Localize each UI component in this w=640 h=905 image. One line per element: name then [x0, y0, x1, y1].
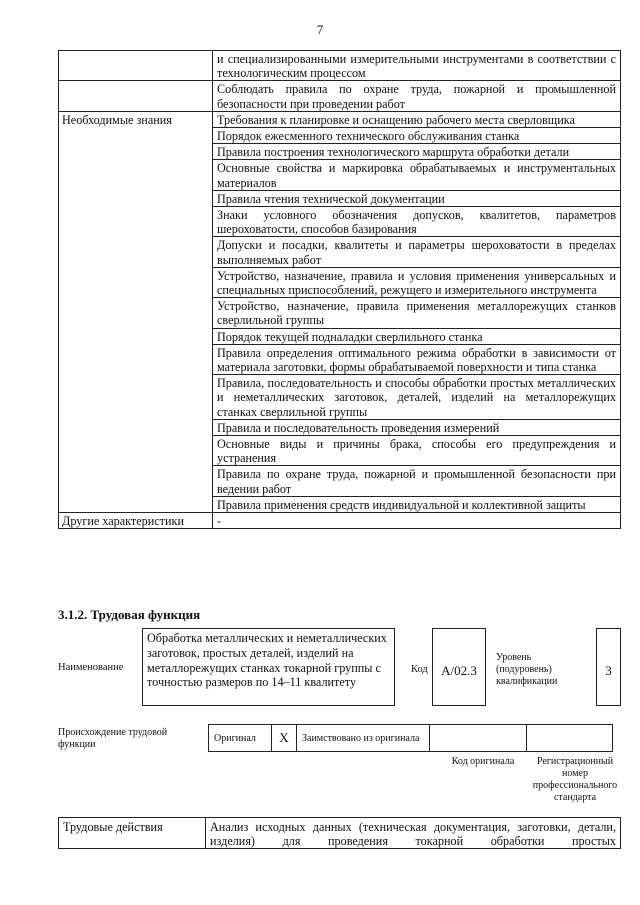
reg-number-cell	[527, 725, 613, 752]
knowledge-item: Порядок ежесменного технического обслуживания станка	[213, 128, 621, 144]
labor-actions-text: Анализ исходных данных (техническая документация, заготовки, детали, изделия) для проведения токарной обработки простых	[206, 818, 621, 849]
level-label: Уровень (подуровень) квалификации	[496, 652, 558, 687]
knowledge-item: Правила, последовательность и способы обработки простых металлических и неметаллических заготовок, деталей, изделий на металлорежущих станках сверлильной группы	[213, 375, 621, 420]
name-label: Наименование	[58, 662, 124, 673]
reg-number-caption: Регистрационный номер профессионального стандарта	[532, 756, 618, 803]
knowledge-item: Устройство, назначение, правила применения металлорежущих станков сверлильной группы	[213, 298, 621, 328]
code-value: А/02.3	[432, 628, 486, 706]
code-original-caption: Код оригинала	[451, 756, 515, 767]
labor-actions-table	[58, 817, 621, 849]
knowledge-item: Основные свойства и маркировка обрабатываемых и инструментальных материалов	[213, 160, 621, 190]
table-row	[59, 51, 621, 81]
origin-table	[208, 724, 613, 752]
original-label: Оригинал	[209, 725, 272, 752]
table-row	[59, 111, 621, 127]
table-cell: Соблюдать правила по охране труда, пожарной и промышленной безопасности при проведении работ	[213, 81, 621, 111]
knowledge-item: Порядок текущей подналадки сверлильного станка	[213, 328, 621, 344]
knowledge-item: Правила определения оптимального режима обработки в зависимости от материала заготовки, формы обрабатываемой поверхности и типа станка	[213, 344, 621, 374]
borrowed-label: Заимствовано из оригинала	[297, 725, 430, 752]
original-mark: X	[272, 725, 297, 752]
table-cell: и специализированными измерительными инструментами в соответствии с технологическим процессом	[213, 51, 621, 81]
table-row	[59, 818, 621, 849]
knowledge-table	[58, 50, 621, 529]
knowledge-label: Необходимые знания	[59, 111, 213, 512]
origin-label: Происхождение трудовой функции	[58, 727, 168, 750]
function-name: Обработка металлических и неметаллических заготовок, простых деталей, изделий на металлорежущих станках токарной группы с точностью размеров по 14–11 квалитету	[142, 628, 395, 706]
knowledge-item: Допуски и посадки, квалитеты и параметры шероховатости в пределах выполняемых работ	[213, 237, 621, 267]
table-row	[59, 513, 621, 529]
empty-label-cell	[59, 51, 213, 81]
knowledge-item: Правила применения средств индивидуальной и коллективной защиты	[213, 496, 621, 512]
knowledge-item: Знаки условного обозначения допусков, квалитетов, параметров шероховатости, способов базирования	[213, 207, 621, 237]
knowledge-item: Правила по охране труда, пожарной и промышленной безопасности при ведении работ	[213, 466, 621, 496]
empty-label-cell	[59, 81, 213, 111]
other-value: -	[213, 513, 621, 529]
knowledge-item: Правила чтения технической документации	[213, 190, 621, 206]
knowledge-item: Правила построения технологического маршрута обработки детали	[213, 144, 621, 160]
table-row	[59, 81, 621, 111]
knowledge-item: Устройство, назначение, правила и условия применения универсальных и специальных приспособлений, режущего и измерительного инструмента	[213, 267, 621, 297]
knowledge-item: Основные виды и причины брака, способы его предупреждения и устранения	[213, 436, 621, 466]
knowledge-item: Требования к планировке и оснащению рабочего места сверловщика	[213, 111, 621, 127]
level-value: 3	[596, 628, 621, 706]
code-label: Код	[411, 664, 428, 675]
section-heading: 3.1.2. Трудовая функция	[58, 607, 201, 622]
page-number: 7	[316, 22, 324, 37]
knowledge-item: Правила и последовательность проведения измерений	[213, 419, 621, 435]
labor-actions-label: Трудовые действия	[59, 818, 206, 849]
other-label: Другие характеристики	[59, 513, 213, 529]
code-original-cell	[430, 725, 527, 752]
